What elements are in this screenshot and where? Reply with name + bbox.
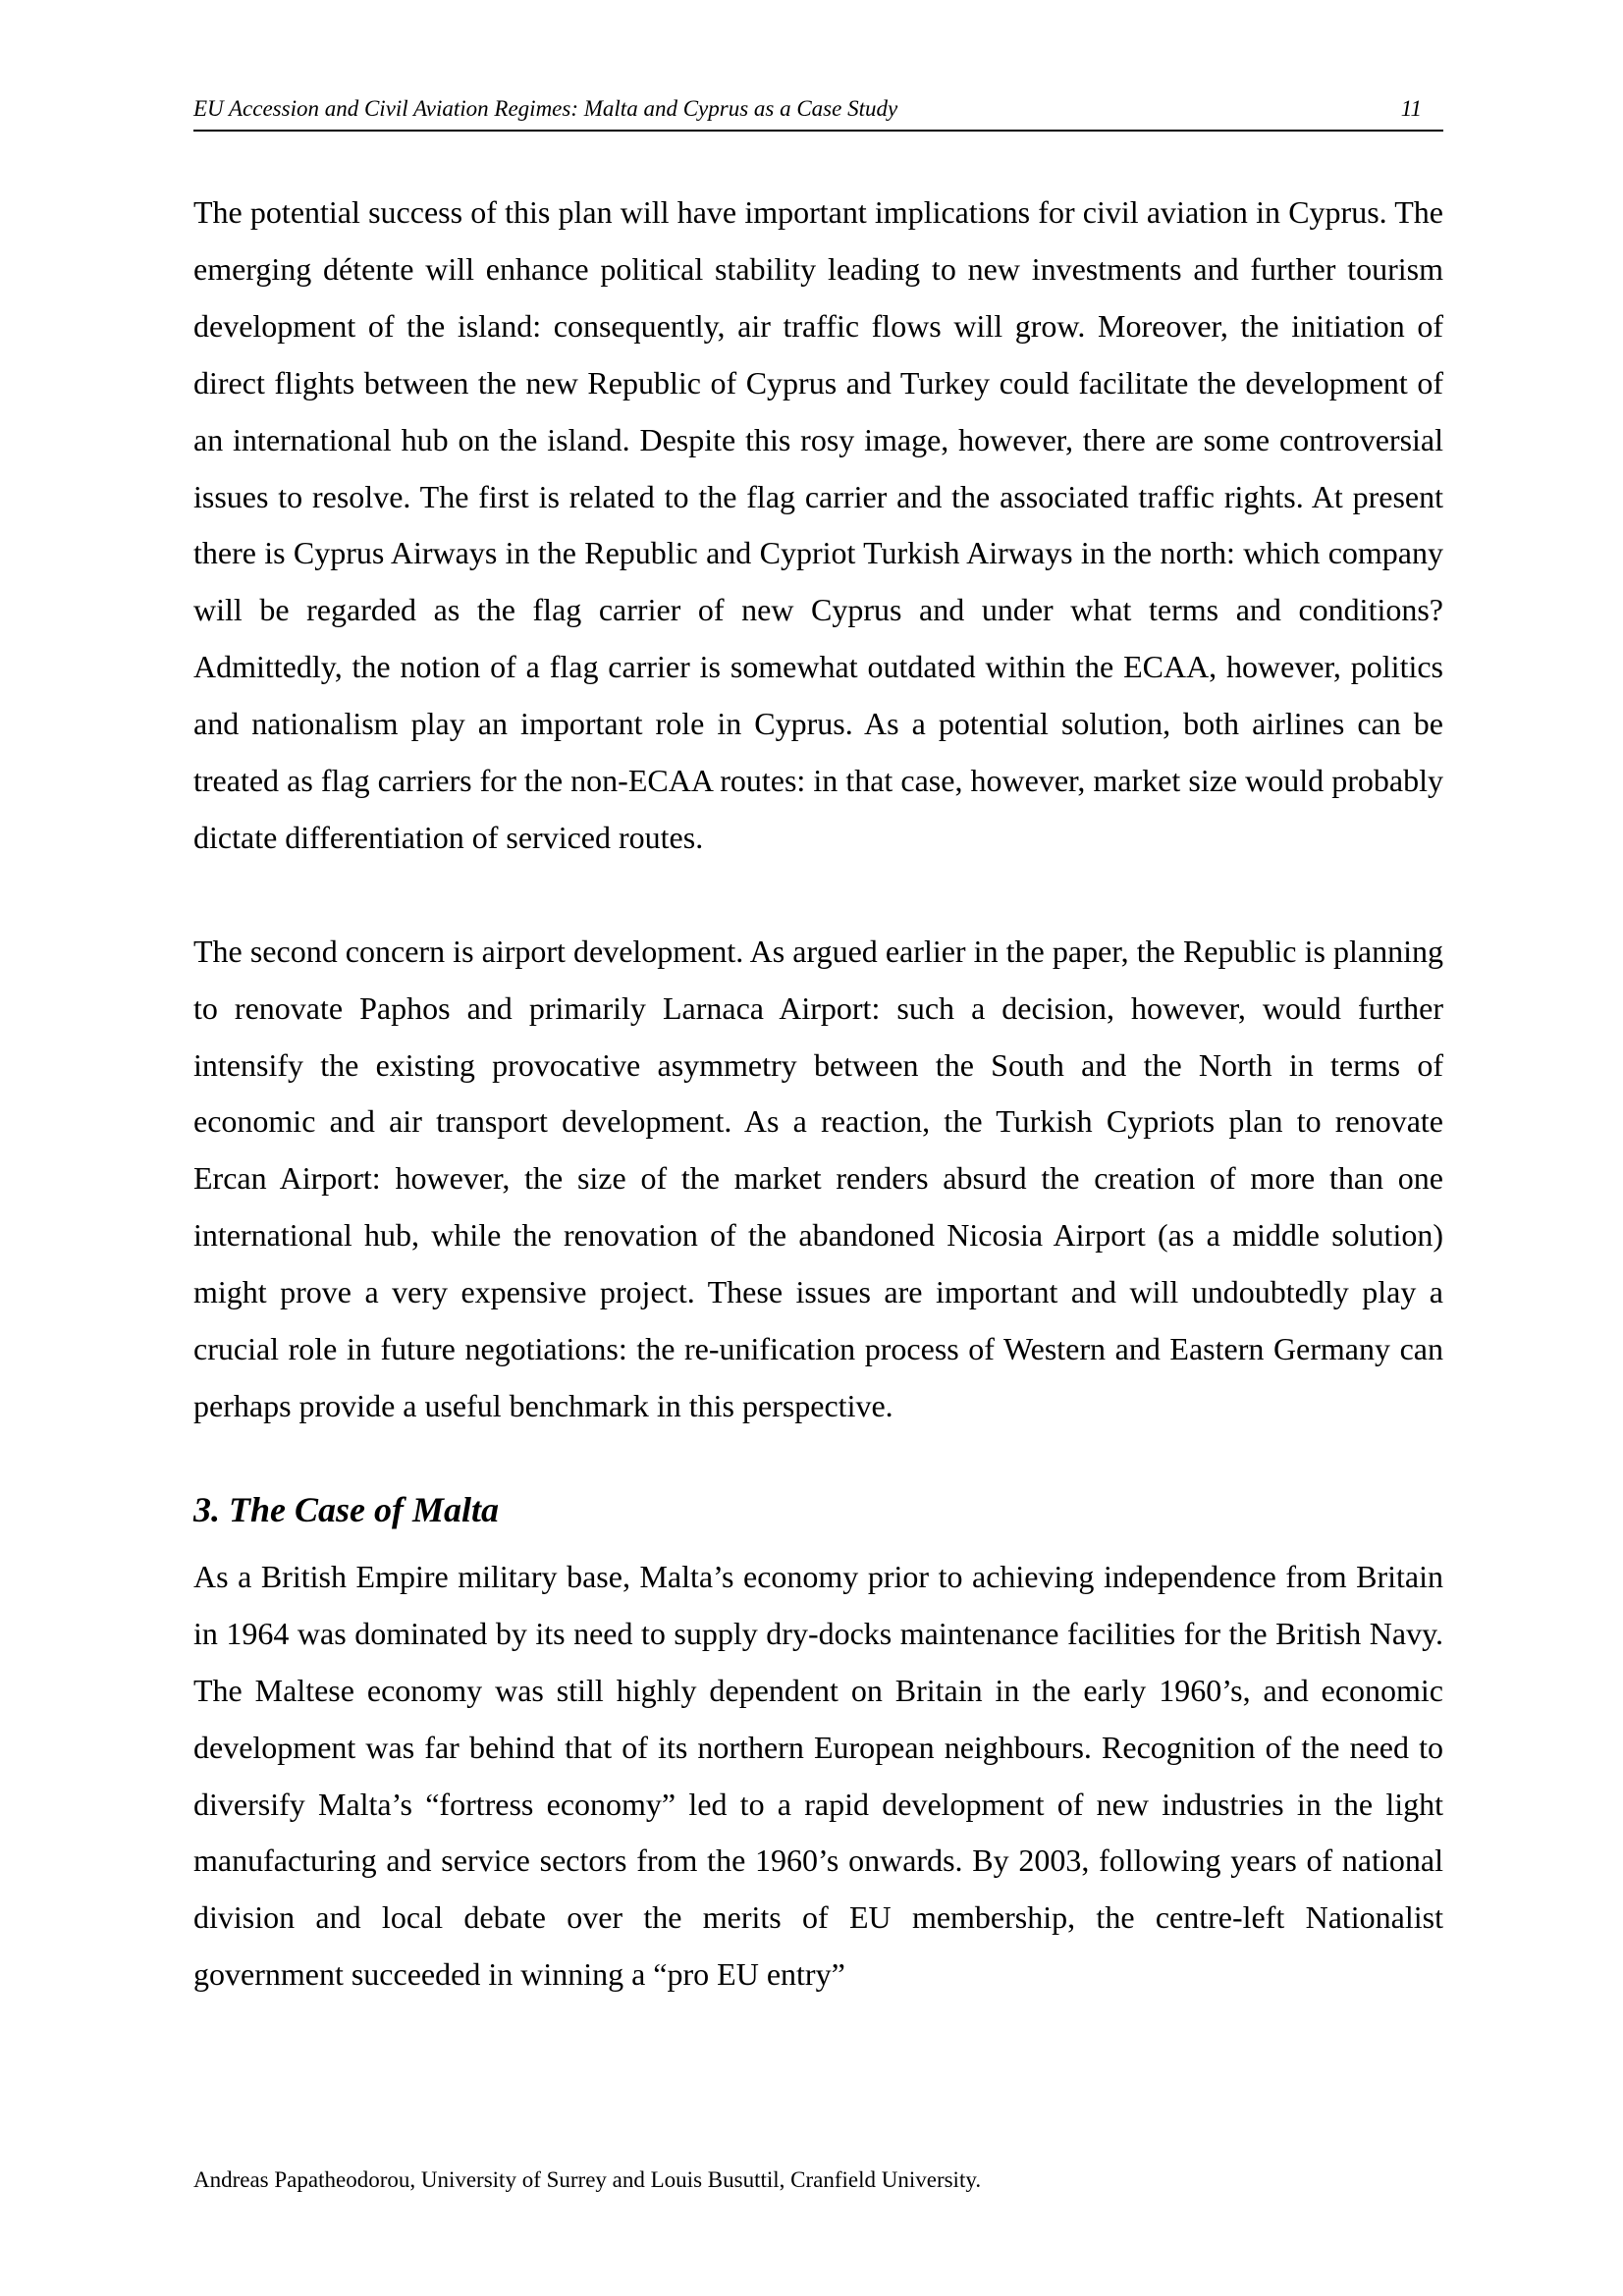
running-header xyxy=(193,94,1443,132)
section-paragraph: As a British Empire military base, Malta’s economy prior to achieving independence from Britain in 1964 was dominated by its need to supply dry-docks maintenance facilities for the British Navy. The Maltese economy was still highly dependent on Britain in the early 1960’s, and economic development was far behind that of its northern European neighbours. Recognition of the need to diversify Malta’s “fortress economy” led to a rapid development of new industries in the light manufacturing and service sectors from the 1960’s onwards. By 2003, following years of national division and local debate over the merits of EU membership, the centre-left Nationalist government succeeded in winning a “pro EU entry” xyxy=(193,1558,1443,1993)
page-number: 11 xyxy=(1400,96,1422,121)
section-heading: 3. The Case of Malta xyxy=(193,1489,499,1529)
running-header-title: EU Accession and Civil Aviation Regimes: Malta and Cyprus as a Case Study xyxy=(193,96,898,121)
page-body xyxy=(193,185,1443,2003)
page-footer: Andreas Papatheodorou, University of Surrey and Louis Busuttil, Cranfield University. xyxy=(193,2167,982,2192)
body-paragraph-1: The potential success of this plan will have important implications for civil aviation in Cyprus. The emerging détente will enhance political stability leading to new investments and further tourism development of the island: consequently, air traffic flows will grow. Moreover, the initiation of direct flights between the new Republic of Cyprus and Turkey could facilitate the development of an international hub on the island. Despite this rosy image, however, there are some controversial issues to resolve. The first is related to the flag carrier and the associated traffic rights. At present there is Cyprus Airways in the Republic and Cypriot Turkish Airways in the north: which company will be regarded as the flag carrier of new Cyprus and under what terms and conditions? Admittedly, the notion of a flag carrier is somewhat outdated within the ECAA, however, politics and nationalism play an important role in Cyprus. As a potential solution, both airlines can be treated as flag carriers for the non-ECAA routes: in that case, however, market size would probably dictate differentiation of serviced routes. xyxy=(193,194,1443,855)
body-paragraph-2: The second concern is airport development. As argued earlier in the paper, the Republic is planning to renovate Paphos and primarily Larnaca Airport: such a decision, however, would further intensify the existing provocative asymmetry between the South and the North in terms of economic and air transport development. As a reaction, the Turkish Cypriots plan to renovate Ercan Airport: however, the size of the market renders absurd the creation of more than one international hub, while the renovation of the abandoned Nicosia Airport (as a middle solution) might prove a very expensive project. These issues are important and will undoubtedly play a crucial role in future negotiations: the re-unification process of Western and Eastern Germany can perhaps provide a useful benchmark in this perspective. xyxy=(193,933,1443,1424)
